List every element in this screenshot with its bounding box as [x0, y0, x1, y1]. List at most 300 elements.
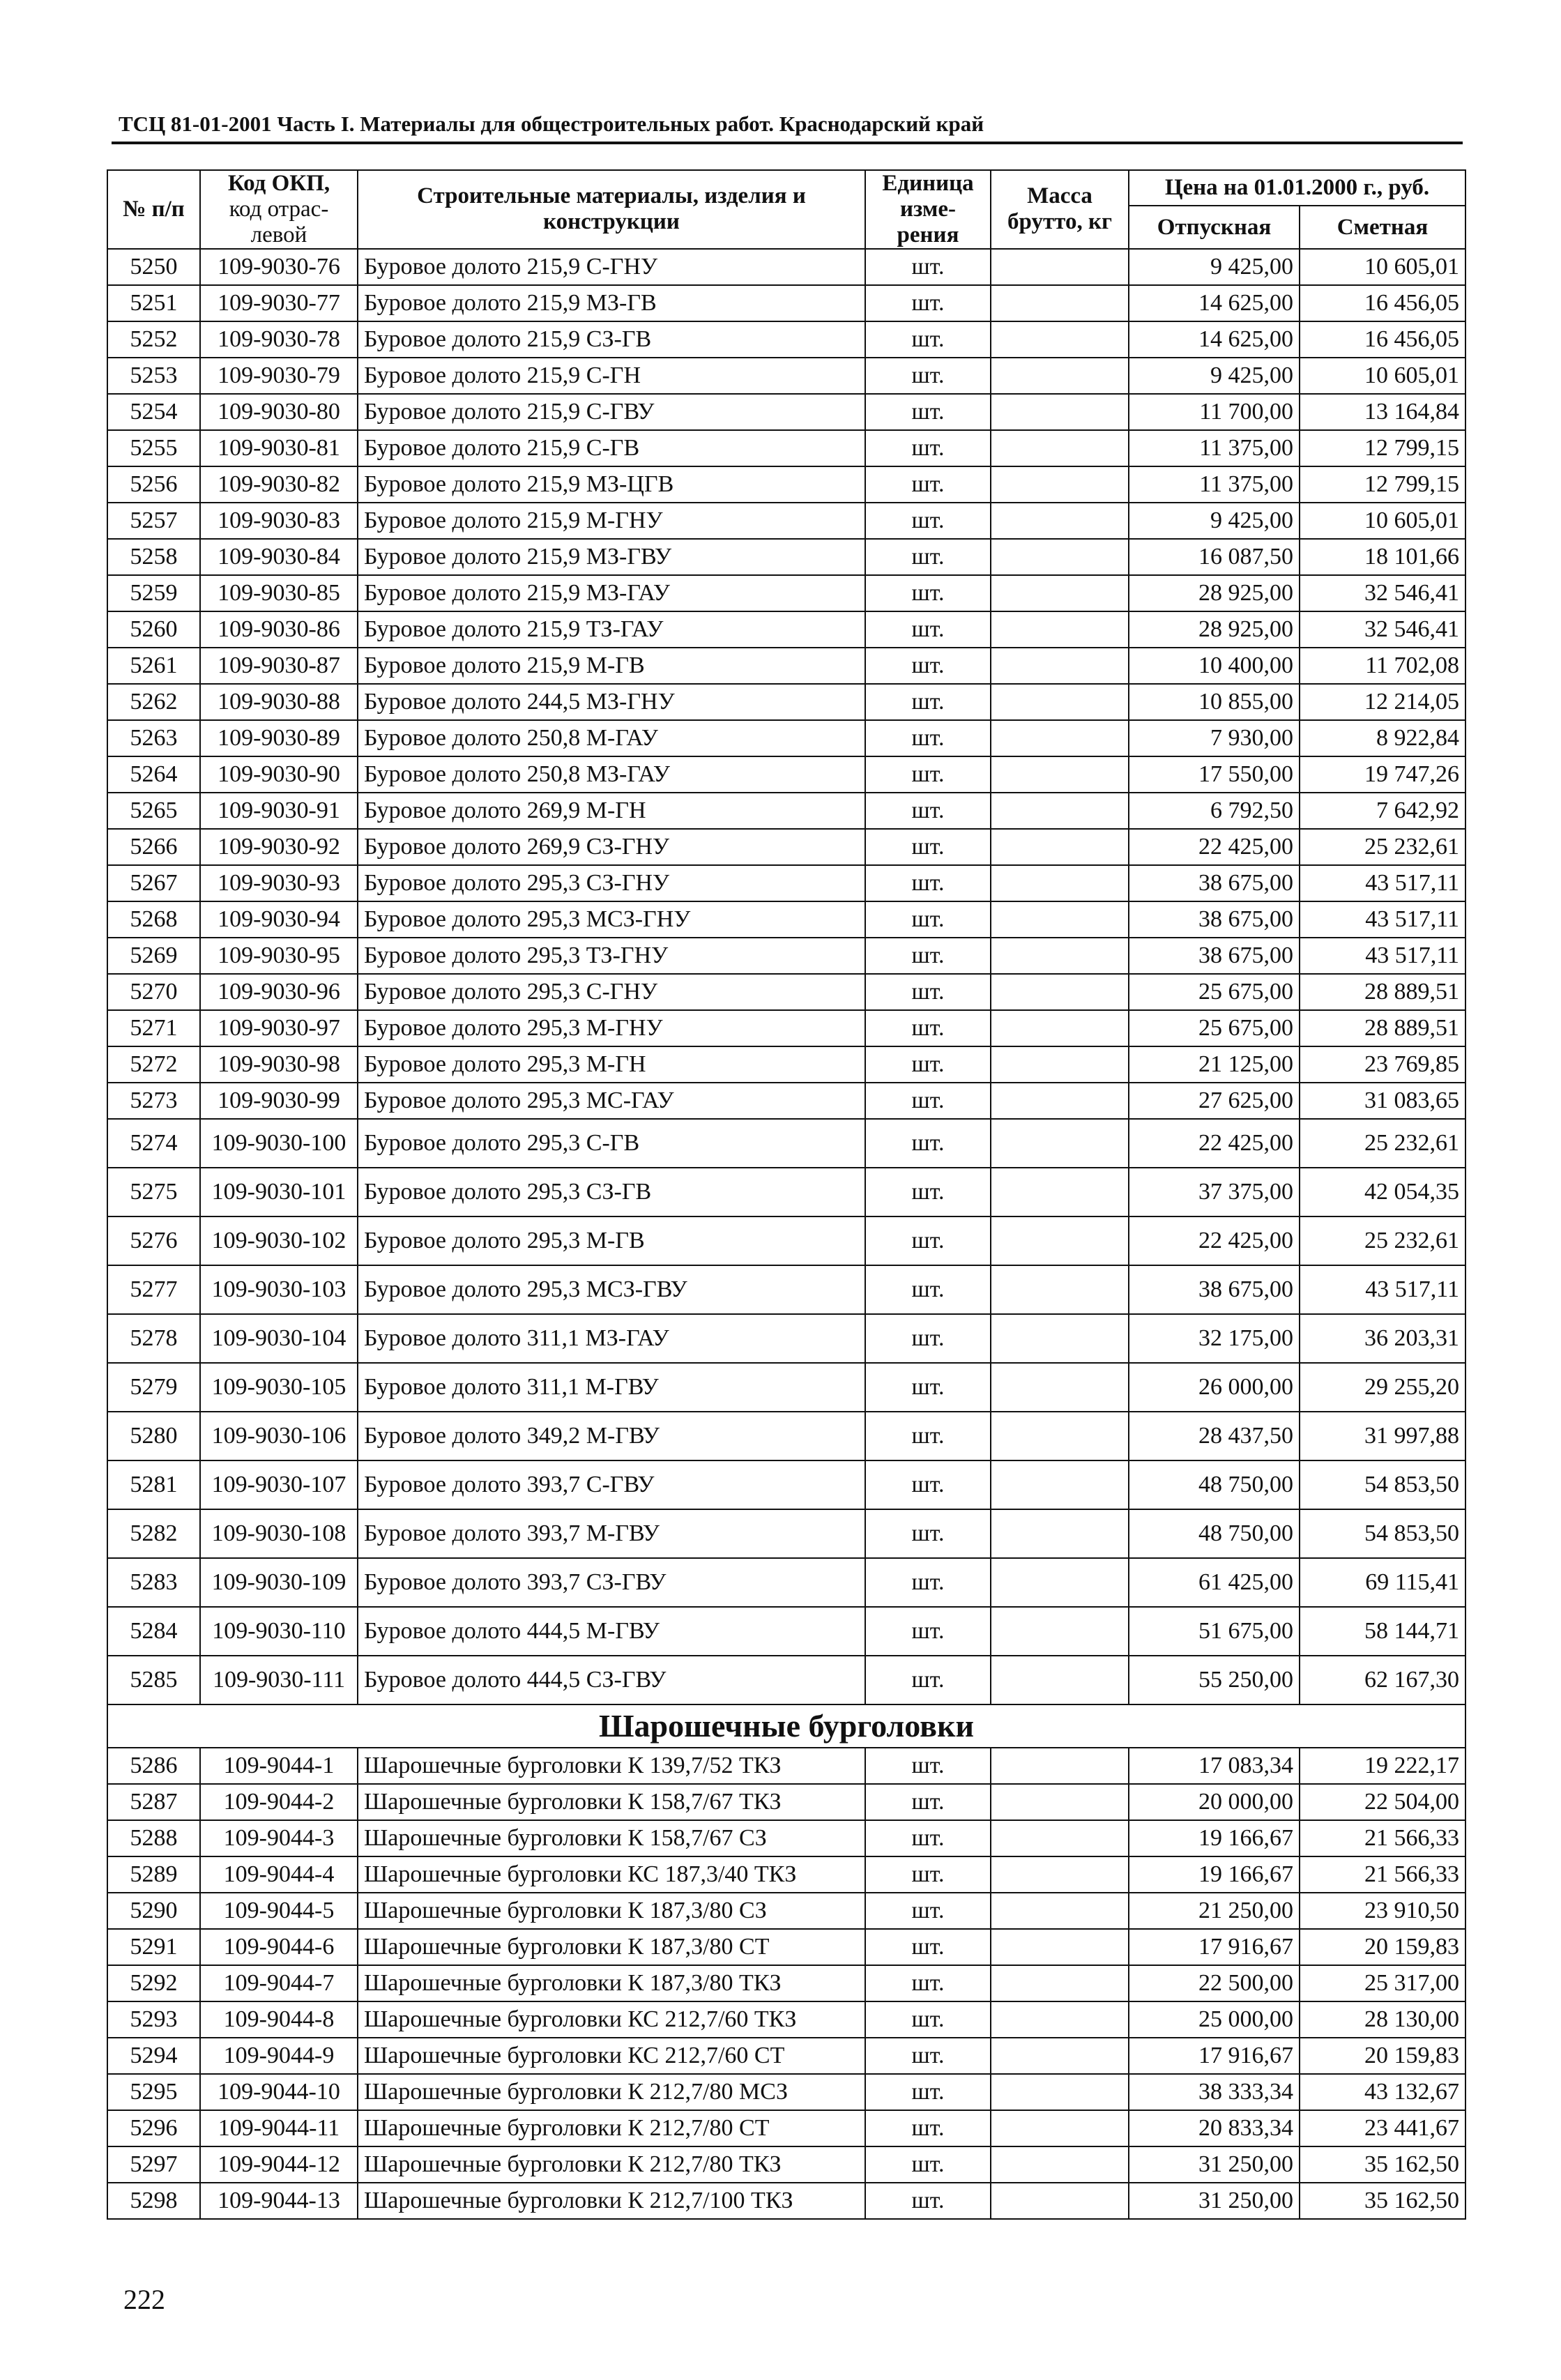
- row-price-estimate: 25 232,61: [1300, 1216, 1465, 1265]
- row-price-release: 27 625,00: [1129, 1083, 1300, 1119]
- table-row: [107, 1460, 1465, 1509]
- table-row: [107, 684, 1465, 720]
- row-mass: [991, 1856, 1129, 1893]
- row-price-estimate: 28 130,00: [1300, 2001, 1465, 2038]
- row-price-estimate: 8 922,84: [1300, 720, 1465, 756]
- row-number: 5256: [107, 466, 200, 503]
- table-row: [107, 1119, 1465, 1168]
- row-name: Шарошечные бурголовки КС 212,7/60 СТ: [358, 2038, 865, 2074]
- row-unit: шт.: [865, 2038, 991, 2074]
- row-name: Буровое долото 295,3 С-ГВ: [358, 1119, 865, 1168]
- col-price-estimate-header: Сметная: [1300, 206, 1465, 249]
- row-code: 109-9030-104: [200, 1314, 358, 1363]
- col-code-line2: код отрас-: [229, 196, 329, 222]
- row-price-release: 20 000,00: [1129, 1784, 1300, 1820]
- row-code: 109-9030-96: [200, 974, 358, 1010]
- row-mass: [991, 1784, 1129, 1820]
- row-mass: [991, 539, 1129, 575]
- table-row: [107, 1046, 1465, 1083]
- row-number: 5289: [107, 1856, 200, 1893]
- col-unit-line3: рения: [897, 222, 959, 247]
- row-price-release: 9 425,00: [1129, 249, 1300, 285]
- row-unit: шт.: [865, 2146, 991, 2183]
- row-mass: [991, 611, 1129, 648]
- row-price-estimate: 16 456,05: [1300, 321, 1465, 358]
- table-row: [107, 1314, 1465, 1363]
- row-name: Буровое долото 393,7 СЗ-ГВУ: [358, 1558, 865, 1607]
- row-number: 5270: [107, 974, 200, 1010]
- row-unit: шт.: [865, 1460, 991, 1509]
- row-price-release: 38 333,34: [1129, 2074, 1300, 2110]
- row-mass: [991, 1216, 1129, 1265]
- row-mass: [991, 1820, 1129, 1856]
- row-price-release: 31 250,00: [1129, 2183, 1300, 2219]
- row-mass: [991, 1460, 1129, 1509]
- row-number: 5282: [107, 1509, 200, 1558]
- row-code: 109-9044-7: [200, 1965, 358, 2001]
- row-mass: [991, 2038, 1129, 2074]
- col-mass-line1: Масса: [1027, 183, 1092, 209]
- row-number: 5255: [107, 430, 200, 466]
- table-row: [107, 575, 1465, 611]
- row-price-release: 9 425,00: [1129, 358, 1300, 394]
- row-name: Буровое долото 295,3 МСЗ-ГВУ: [358, 1265, 865, 1314]
- row-name: Буровое долото 215,9 С-ГН: [358, 358, 865, 394]
- table-section: [107, 1704, 1465, 1748]
- row-mass: [991, 2146, 1129, 2183]
- row-mass: [991, 1046, 1129, 1083]
- table-row: [107, 2001, 1465, 2038]
- row-unit: шт.: [865, 575, 991, 611]
- row-price-release: 28 437,50: [1129, 1412, 1300, 1460]
- row-price-estimate: 22 504,00: [1300, 1784, 1465, 1820]
- row-price-release: 25 675,00: [1129, 1010, 1300, 1046]
- row-unit: шт.: [865, 829, 991, 865]
- row-name: Буровое долото 393,7 С-ГВУ: [358, 1460, 865, 1509]
- row-price-estimate: 7 642,92: [1300, 793, 1465, 829]
- row-price-release: 20 833,34: [1129, 2110, 1300, 2146]
- row-mass: [991, 1893, 1129, 1929]
- row-name: Шарошечные бурголовки К 187,3/80 СТ: [358, 1929, 865, 1965]
- row-unit: шт.: [865, 1784, 991, 1820]
- table-row: [107, 1929, 1465, 1965]
- col-unit-line1: Единица: [882, 171, 974, 196]
- row-code: 109-9044-5: [200, 1893, 358, 1929]
- row-code: 109-9030-105: [200, 1363, 358, 1412]
- table-row: [107, 974, 1465, 1010]
- row-price-release: 38 675,00: [1129, 865, 1300, 901]
- row-code: 109-9030-101: [200, 1168, 358, 1216]
- row-price-estimate: 23 769,85: [1300, 1046, 1465, 1083]
- row-price-release: 9 425,00: [1129, 503, 1300, 539]
- row-number: 5254: [107, 394, 200, 430]
- row-unit: шт.: [865, 793, 991, 829]
- row-name: Буровое долото 215,9 МЗ-ГВ: [358, 285, 865, 321]
- row-unit: шт.: [865, 1748, 991, 1784]
- row-price-release: 6 792,50: [1129, 793, 1300, 829]
- table-row: [107, 1607, 1465, 1656]
- row-code: 109-9044-10: [200, 2074, 358, 2110]
- row-price-release: 26 000,00: [1129, 1363, 1300, 1412]
- row-code: 109-9030-80: [200, 394, 358, 430]
- row-price-estimate: 28 889,51: [1300, 1010, 1465, 1046]
- row-number: 5297: [107, 2146, 200, 2183]
- row-number: 5263: [107, 720, 200, 756]
- row-price-estimate: 12 799,15: [1300, 430, 1465, 466]
- row-code: 109-9030-88: [200, 684, 358, 720]
- row-name: Шарошечные бурголовки К 212,7/100 ТКЗ: [358, 2183, 865, 2219]
- row-unit: шт.: [865, 974, 991, 1010]
- row-number: 5260: [107, 611, 200, 648]
- row-price-estimate: 13 164,84: [1300, 394, 1465, 430]
- row-name: Буровое долото 269,9 СЗ-ГНУ: [358, 829, 865, 865]
- col-price-group-header: Цена на 01.01.2000 г., руб.: [1129, 170, 1465, 206]
- row-code: 109-9044-12: [200, 2146, 358, 2183]
- row-name: Шарошечные бурголовки КС 187,3/40 ТКЗ: [358, 1856, 865, 1893]
- row-unit: шт.: [865, 1656, 991, 1704]
- row-number: 5281: [107, 1460, 200, 1509]
- table-row: [107, 249, 1465, 285]
- row-number: 5293: [107, 2001, 200, 2038]
- row-name: Шарошечные бурголовки К 187,3/80 СЗ: [358, 1893, 865, 1929]
- row-price-release: 10 855,00: [1129, 684, 1300, 720]
- row-code: 109-9030-82: [200, 466, 358, 503]
- row-mass: [991, 1265, 1129, 1314]
- table-row: [107, 829, 1465, 865]
- row-price-estimate: 21 566,33: [1300, 1820, 1465, 1856]
- row-price-release: 38 675,00: [1129, 1265, 1300, 1314]
- row-name: Шарошечные бурголовки КС 212,7/60 ТКЗ: [358, 2001, 865, 2038]
- col-code-header: [200, 170, 358, 249]
- row-price-estimate: 32 546,41: [1300, 611, 1465, 648]
- row-unit: шт.: [865, 720, 991, 756]
- row-price-estimate: 20 159,83: [1300, 1929, 1465, 1965]
- table-row: [107, 938, 1465, 974]
- row-number: 5271: [107, 1010, 200, 1046]
- row-price-estimate: 28 889,51: [1300, 974, 1465, 1010]
- row-price-estimate: 62 167,30: [1300, 1656, 1465, 1704]
- row-name: Буровое долото 349,2 М-ГВУ: [358, 1412, 865, 1460]
- table-row: [107, 503, 1465, 539]
- row-price-estimate: 29 255,20: [1300, 1363, 1465, 1412]
- row-number: 5288: [107, 1820, 200, 1856]
- row-name: Буровое долото 295,3 М-ГВ: [358, 1216, 865, 1265]
- col-name-line2: конструкции: [543, 209, 680, 235]
- row-mass: [991, 1656, 1129, 1704]
- table-row: [107, 2074, 1465, 2110]
- row-name: Буровое долото 295,3 С-ГНУ: [358, 974, 865, 1010]
- row-name: Шарошечные бурголовки К 212,7/80 ТКЗ: [358, 2146, 865, 2183]
- row-name: Буровое долото 215,9 М-ГНУ: [358, 503, 865, 539]
- row-code: 109-9044-4: [200, 1856, 358, 1893]
- row-price-estimate: 10 605,01: [1300, 249, 1465, 285]
- table-row: [107, 1893, 1465, 1929]
- row-code: 109-9030-108: [200, 1509, 358, 1558]
- row-name: Буровое долото 244,5 МЗ-ГНУ: [358, 684, 865, 720]
- row-mass: [991, 1748, 1129, 1784]
- row-number: 5280: [107, 1412, 200, 1460]
- row-name: Буровое долото 295,3 М-ГНУ: [358, 1010, 865, 1046]
- row-unit: шт.: [865, 1558, 991, 1607]
- row-unit: шт.: [865, 1893, 991, 1929]
- col-code-line1: Код ОКП,: [227, 171, 330, 196]
- row-price-release: 61 425,00: [1129, 1558, 1300, 1607]
- row-name: Буровое долото 444,5 СЗ-ГВУ: [358, 1656, 865, 1704]
- row-price-estimate: 12 799,15: [1300, 466, 1465, 503]
- row-unit: шт.: [865, 1216, 991, 1265]
- row-code: 109-9030-97: [200, 1010, 358, 1046]
- row-mass: [991, 756, 1129, 793]
- row-price-release: 10 400,00: [1129, 648, 1300, 684]
- row-code: 109-9030-78: [200, 321, 358, 358]
- row-price-release: 32 175,00: [1129, 1314, 1300, 1363]
- row-mass: [991, 2074, 1129, 2110]
- row-price-release: 14 625,00: [1129, 321, 1300, 358]
- row-number: 5269: [107, 938, 200, 974]
- row-code: 109-9030-93: [200, 865, 358, 901]
- row-price-estimate: 10 605,01: [1300, 358, 1465, 394]
- row-number: 5296: [107, 2110, 200, 2146]
- row-number: 5292: [107, 1965, 200, 2001]
- row-price-estimate: 36 203,31: [1300, 1314, 1465, 1363]
- row-price-estimate: 23 441,67: [1300, 2110, 1465, 2146]
- row-price-estimate: 19 747,26: [1300, 756, 1465, 793]
- row-price-estimate: 43 517,11: [1300, 938, 1465, 974]
- table-row: [107, 1965, 1465, 2001]
- row-price-release: 28 925,00: [1129, 575, 1300, 611]
- row-unit: шт.: [865, 1412, 991, 1460]
- row-name: Буровое долото 215,9 С-ГВ: [358, 430, 865, 466]
- table-row: [107, 648, 1465, 684]
- header-rule: [112, 142, 1463, 144]
- row-code: 109-9030-99: [200, 1083, 358, 1119]
- row-number: 5267: [107, 865, 200, 901]
- row-name: Буровое долото 311,1 МЗ-ГАУ: [358, 1314, 865, 1363]
- table-row: [107, 611, 1465, 648]
- table-row: [107, 720, 1465, 756]
- row-unit: шт.: [865, 539, 991, 575]
- row-mass: [991, 1558, 1129, 1607]
- table-row: [107, 1656, 1465, 1704]
- row-unit: шт.: [865, 901, 991, 938]
- row-unit: шт.: [865, 503, 991, 539]
- table-row: [107, 1784, 1465, 1820]
- row-mass: [991, 430, 1129, 466]
- row-name: Шарошечные бурголовки К 158,7/67 СЗ: [358, 1820, 865, 1856]
- row-number: 5261: [107, 648, 200, 684]
- row-mass: [991, 358, 1129, 394]
- table-row: [107, 2038, 1465, 2074]
- row-number: 5257: [107, 503, 200, 539]
- col-name-header: [358, 170, 865, 249]
- row-price-estimate: 21 566,33: [1300, 1856, 1465, 1893]
- row-price-estimate: 43 517,11: [1300, 865, 1465, 901]
- row-name: Буровое долото 215,9 ТЗ-ГАУ: [358, 611, 865, 648]
- row-price-release: 38 675,00: [1129, 901, 1300, 938]
- row-name: Буровое долото 215,9 СЗ-ГВ: [358, 321, 865, 358]
- row-code: 109-9044-13: [200, 2183, 358, 2219]
- row-price-release: 22 425,00: [1129, 1216, 1300, 1265]
- table-row: [107, 2183, 1465, 2219]
- row-number: 5279: [107, 1363, 200, 1412]
- row-unit: шт.: [865, 865, 991, 901]
- row-mass: [991, 974, 1129, 1010]
- row-unit: шт.: [865, 1168, 991, 1216]
- row-name: Шарошечные бурголовки К 212,7/80 МСЗ: [358, 2074, 865, 2110]
- row-price-release: 14 625,00: [1129, 285, 1300, 321]
- row-name: Буровое долото 215,9 МЗ-ГАУ: [358, 575, 865, 611]
- row-number: 5253: [107, 358, 200, 394]
- row-code: 109-9044-3: [200, 1820, 358, 1856]
- row-unit: шт.: [865, 1929, 991, 1965]
- row-name: Буровое долото 215,9 МЗ-ГВУ: [358, 539, 865, 575]
- row-code: 109-9030-110: [200, 1607, 358, 1656]
- row-price-estimate: 43 517,11: [1300, 1265, 1465, 1314]
- section-title: Шарошечные бурголовки: [107, 1704, 1465, 1748]
- row-price-release: 11 375,00: [1129, 430, 1300, 466]
- row-price-estimate: 18 101,66: [1300, 539, 1465, 575]
- row-price-release: 22 500,00: [1129, 1965, 1300, 2001]
- table-row: [107, 1363, 1465, 1412]
- row-mass: [991, 1119, 1129, 1168]
- row-mass: [991, 1314, 1129, 1363]
- row-name: Буровое долото 295,3 МСЗ-ГНУ: [358, 901, 865, 938]
- row-name: Буровое долото 250,8 МЗ-ГАУ: [358, 756, 865, 793]
- row-code: 109-9030-76: [200, 249, 358, 285]
- row-unit: шт.: [865, 2074, 991, 2110]
- row-unit: шт.: [865, 249, 991, 285]
- row-unit: шт.: [865, 2110, 991, 2146]
- row-price-estimate: 31 083,65: [1300, 1083, 1465, 1119]
- price-table: [107, 169, 1466, 2220]
- row-number: 5291: [107, 1929, 200, 1965]
- table-row: [107, 394, 1465, 430]
- row-price-release: 11 375,00: [1129, 466, 1300, 503]
- row-number: 5251: [107, 285, 200, 321]
- row-mass: [991, 901, 1129, 938]
- row-unit: шт.: [865, 1820, 991, 1856]
- row-mass: [991, 648, 1129, 684]
- page-number: 222: [123, 2284, 165, 2315]
- row-unit: шт.: [865, 430, 991, 466]
- table-row: [107, 358, 1465, 394]
- row-price-estimate: 12 214,05: [1300, 684, 1465, 720]
- row-unit: шт.: [865, 611, 991, 648]
- row-price-estimate: 35 162,50: [1300, 2146, 1465, 2183]
- row-mass: [991, 1412, 1129, 1460]
- row-unit: шт.: [865, 2001, 991, 2038]
- row-price-release: 48 750,00: [1129, 1509, 1300, 1558]
- row-unit: шт.: [865, 1314, 991, 1363]
- row-unit: шт.: [865, 938, 991, 974]
- table-row: [107, 756, 1465, 793]
- row-unit: шт.: [865, 1083, 991, 1119]
- row-price-estimate: 10 605,01: [1300, 503, 1465, 539]
- row-price-estimate: 42 054,35: [1300, 1168, 1465, 1216]
- table-body-roller-heads: [107, 1748, 1465, 2219]
- row-code: 109-9044-2: [200, 1784, 358, 1820]
- table-row: [107, 1820, 1465, 1856]
- row-code: 109-9030-102: [200, 1216, 358, 1265]
- row-mass: [991, 1363, 1129, 1412]
- table-row: [107, 1216, 1465, 1265]
- row-unit: шт.: [865, 1607, 991, 1656]
- col-mass-line2: брутто, кг: [1007, 209, 1112, 235]
- row-mass: [991, 793, 1129, 829]
- row-number: 5259: [107, 575, 200, 611]
- col-code-line3: левой: [250, 222, 307, 247]
- row-code: 109-9030-107: [200, 1460, 358, 1509]
- row-price-estimate: 25 232,61: [1300, 1119, 1465, 1168]
- row-price-estimate: 32 546,41: [1300, 575, 1465, 611]
- row-unit: шт.: [865, 1856, 991, 1893]
- row-name: Буровое долото 250,8 М-ГАУ: [358, 720, 865, 756]
- row-name: Буровое долото 311,1 М-ГВУ: [358, 1363, 865, 1412]
- row-price-release: 7 930,00: [1129, 720, 1300, 756]
- table-row: [107, 539, 1465, 575]
- row-number: 5275: [107, 1168, 200, 1216]
- row-number: 5284: [107, 1607, 200, 1656]
- row-price-release: 16 087,50: [1129, 539, 1300, 575]
- row-mass: [991, 1929, 1129, 1965]
- row-number: 5277: [107, 1265, 200, 1314]
- table-row: [107, 285, 1465, 321]
- row-code: 109-9030-106: [200, 1412, 358, 1460]
- row-name: Буровое долото 215,9 МЗ-ЦГВ: [358, 466, 865, 503]
- row-unit: шт.: [865, 1119, 991, 1168]
- table-body-drill-bits: [107, 249, 1465, 1704]
- row-name: Буровое долото 269,9 М-ГН: [358, 793, 865, 829]
- row-name: Буровое долото 444,5 М-ГВУ: [358, 1607, 865, 1656]
- row-unit: шт.: [865, 1265, 991, 1314]
- row-price-estimate: 25 317,00: [1300, 1965, 1465, 2001]
- row-code: 109-9030-92: [200, 829, 358, 865]
- table-row: [107, 430, 1465, 466]
- row-mass: [991, 2001, 1129, 2038]
- row-unit: шт.: [865, 684, 991, 720]
- row-mass: [991, 503, 1129, 539]
- row-price-estimate: 11 702,08: [1300, 648, 1465, 684]
- row-code: 109-9030-91: [200, 793, 358, 829]
- row-mass: [991, 394, 1129, 430]
- row-name: Буровое долото 295,3 ТЗ-ГНУ: [358, 938, 865, 974]
- row-price-release: 21 250,00: [1129, 1893, 1300, 1929]
- row-price-estimate: 69 115,41: [1300, 1558, 1465, 1607]
- row-number: 5274: [107, 1119, 200, 1168]
- row-price-release: 22 425,00: [1129, 1119, 1300, 1168]
- row-name: Буровое долото 393,7 М-ГВУ: [358, 1509, 865, 1558]
- row-number: 5250: [107, 249, 200, 285]
- row-name: Буровое долото 215,9 М-ГВ: [358, 648, 865, 684]
- row-code: 109-9030-77: [200, 285, 358, 321]
- table-row: [107, 321, 1465, 358]
- row-number: 5272: [107, 1046, 200, 1083]
- table-row: [107, 1856, 1465, 1893]
- row-mass: [991, 466, 1129, 503]
- col-price-release-header: Отпускная: [1129, 206, 1300, 249]
- row-mass: [991, 829, 1129, 865]
- row-mass: [991, 321, 1129, 358]
- row-code: 109-9030-100: [200, 1119, 358, 1168]
- row-name: Шарошечные бурголовки К 158,7/67 ТКЗ: [358, 1784, 865, 1820]
- row-number: 5278: [107, 1314, 200, 1363]
- row-unit: шт.: [865, 394, 991, 430]
- row-code: 109-9030-90: [200, 756, 358, 793]
- col-name-line1: Строительные материалы, изделия и: [417, 183, 806, 209]
- row-code: 109-9030-98: [200, 1046, 358, 1083]
- table-row: [107, 901, 1465, 938]
- table-row: [107, 1748, 1465, 1784]
